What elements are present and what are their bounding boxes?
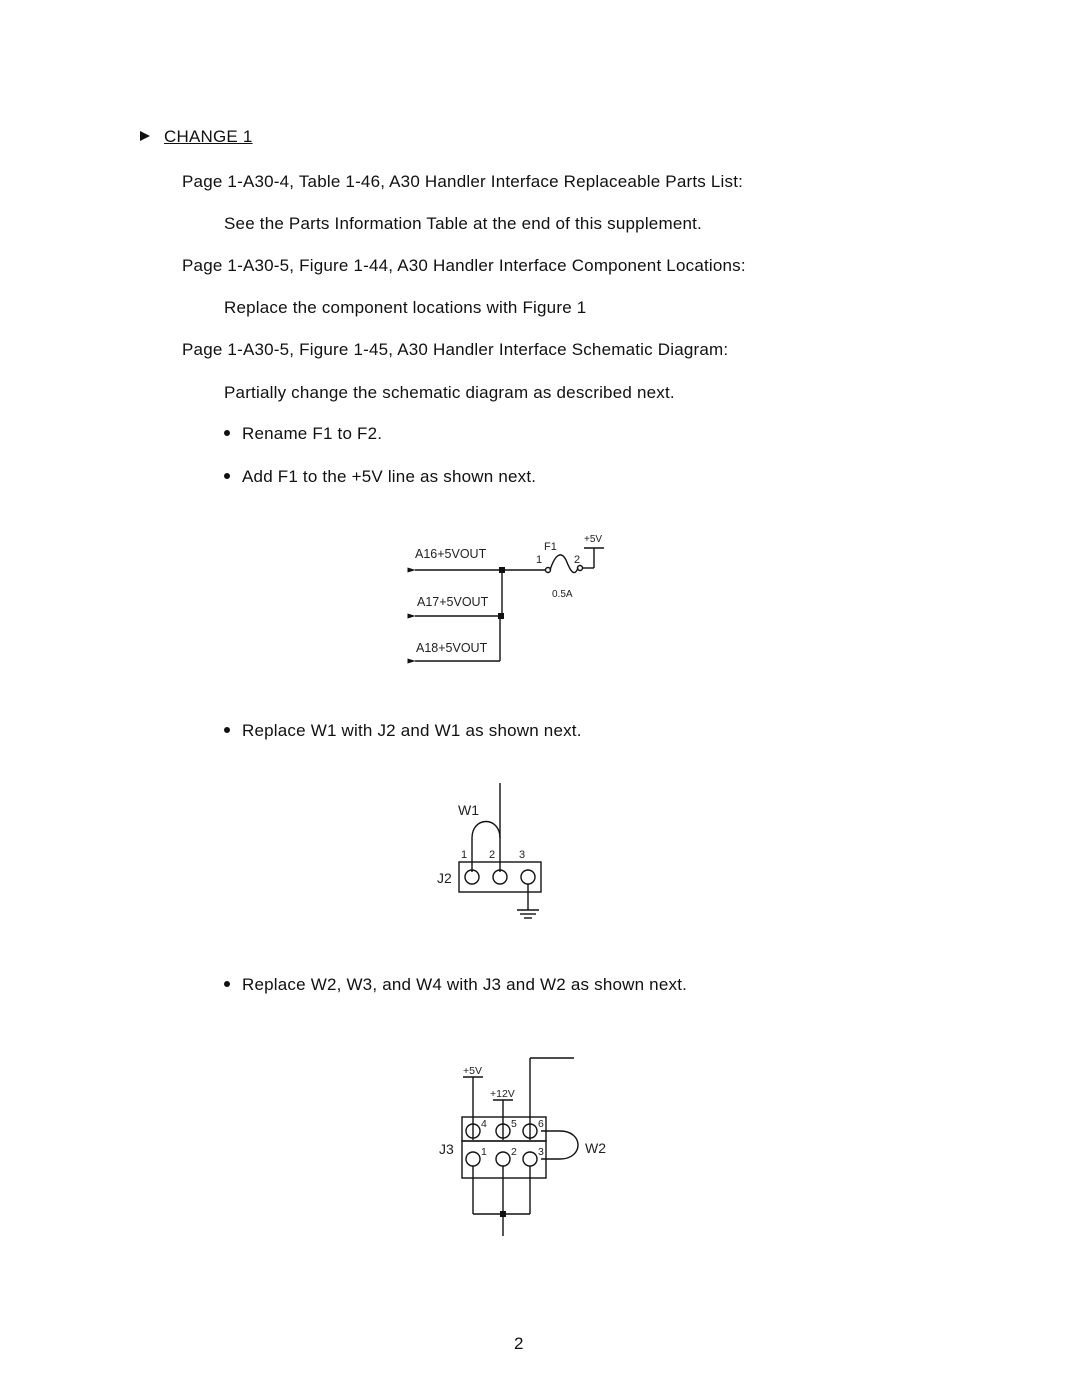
j3-pin3-label: 3 <box>538 1146 544 1158</box>
bullet-add-f1: Add F1 to the +5V line as shown next. <box>224 467 536 487</box>
page-ref-2: Page 1-A30-5, Figure 1-44, A30 Handler Interface Component Locations: <box>182 256 746 275</box>
j2-schematic <box>437 783 541 918</box>
j3-schematic <box>439 1058 606 1236</box>
j2-pin2-circle <box>493 870 507 884</box>
fuse-pin2-terminal <box>578 566 583 571</box>
j2-pin2-label: 2 <box>489 849 496 861</box>
j2-pin3-circle <box>521 870 535 884</box>
instruction-3: Partially change the schematic diagram as described next. <box>224 383 675 402</box>
j3-pin2-circle <box>496 1152 510 1166</box>
w2-label: W2 <box>585 1140 606 1156</box>
bullet-rename-f1: Rename F1 to F2. <box>224 424 382 444</box>
j2-label: J2 <box>437 870 452 886</box>
j2-pin3-label: 3 <box>519 849 526 861</box>
junction-dot-2 <box>498 613 504 619</box>
instruction-1: See the Parts Information Table at the end of this supplement. <box>224 214 702 233</box>
change-heading: CHANGE 1 <box>140 127 253 147</box>
fuse-pin1-terminal <box>546 568 551 573</box>
page-number: 2 <box>514 1334 524 1353</box>
j3-junction-dot <box>500 1211 506 1217</box>
fuse-pin1: 1 <box>536 554 543 566</box>
j3-pin3-circle <box>523 1152 537 1166</box>
fuse-rating: 0.5A <box>552 589 573 600</box>
fuse-name: F1 <box>544 541 557 553</box>
fuse-pin2: 2 <box>574 554 581 566</box>
page-ref-1: Page 1-A30-4, Table 1-46, A30 Handler Interface Replaceable Parts List: <box>182 172 744 191</box>
a16-label: A16+5VOUT <box>415 547 487 561</box>
j2-pin1-circle <box>465 870 479 884</box>
j3-pin4-label: 4 <box>481 1118 487 1130</box>
j3-label: J3 <box>439 1141 454 1157</box>
j3-supply-12v: +12V <box>490 1088 515 1100</box>
a17-label: A17+5VOUT <box>417 595 489 609</box>
page-ref-3: Page 1-A30-5, Figure 1-45, A30 Handler Interface Schematic Diagram: <box>182 340 729 359</box>
fuse-schematic <box>415 534 604 661</box>
j3-pin5-label: 5 <box>511 1118 517 1130</box>
instruction-2: Replace the component locations with Figure 1 <box>224 298 587 317</box>
j3-pin2-label: 2 <box>511 1146 517 1158</box>
bullet-replace-w1: Replace W1 with J2 and W1 as shown next. <box>224 721 582 741</box>
w1-jumper <box>472 822 500 873</box>
j3-pin1-circle <box>466 1152 480 1166</box>
w1-label: W1 <box>458 802 479 818</box>
j3-pin1-label: 1 <box>481 1146 487 1158</box>
j3-bottom-row <box>462 1141 546 1178</box>
j3-pin6-label: 6 <box>538 1118 544 1130</box>
bullet-replace-w2: Replace W2, W3, and W4 with J3 and W2 as shown next. <box>224 975 687 995</box>
j3-supply-5v: +5V <box>463 1065 482 1077</box>
a18-label: A18+5VOUT <box>416 641 488 655</box>
junction-dot-1 <box>499 567 505 573</box>
j2-pin1-label: 1 <box>461 849 468 861</box>
supply-label: +5V <box>584 534 603 545</box>
